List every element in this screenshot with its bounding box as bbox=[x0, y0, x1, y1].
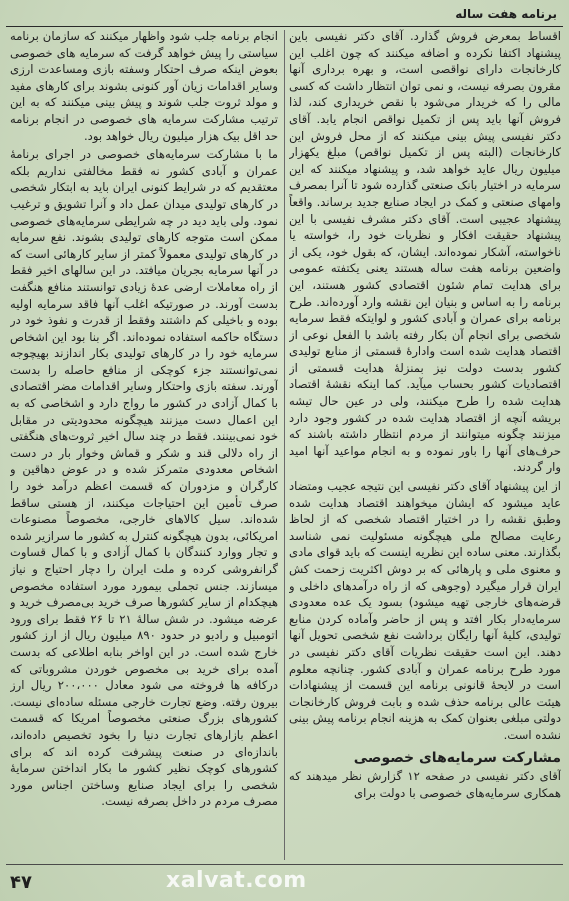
right-paragraph-1: اقساط بمعرض فروش گذارد. آقای دکتر نفیسی باین پیشنهاد اکتفا نکرده و اضافه میکنند که چون اغلب این کارخانجات دارای نواقصی است، و بهره برداری آنها مقرون بصرفه نیست، و نمی توان انتظار داشت که کسی مالی را که خریدار می‌شود با نقص خریداری کند، لذا فروش آنها باید پس از تکمیل نواقص انجام یابد. آقای دکتر نفیسی پیش بینی میکنند که از محل فروش این کارخانجات (البته پس از تکمیل نواقص) مبلغ یکهزار میلیون ریال عاید خواهد شد، و پیشنهاد میکنند که این سرمایه در اختیار بانک صنعتی گذارده شود تا آنرا بمصرف وامهای صنعتی و کمک در ایجاد صنایع جدید برساند. واقعاً پیشنهاد عجیبی است. آقای دکتر مشرف نفیسی با این پیشنهاد حقیقت افکار و نظریات خود را، خواسته یا ناخواسته، آشکار نموده‌اند. ایشان، که بقول خود، یکی از واضعین برنامه هفت ساله هستند یعنی یکتفته عمومی برای هدایت تمام شئون اقتصادی کشور هستند، این برنامه را به اساس و بنیان این نقشه وارد آورده‌اند. طرح برنامه برای عمران و آبادی کشور و لوایتکه فقط سرمایه شخصی برای انجام آن بکار رفته باشد با الفعل نوعی از اقتصاد هدایت شده است وادارهٔ قسمتی از منابع تولیدی کشور بدست دولت نیز بمنزلهٔ هدایت قسمتی از اقتصادیات کشور بحساب میآید. کما اینکه نقشهٔ اقتصاد هدایت شده را طرح میکنند، ولی در عین حال تیشه بریشه آنچه از اقتصاد هدایت شده در کشور وجود دارد میزنند چگونه میتوانند از مردم انتظار داشته باشند که حرف‌های آنها را باور نموده و به انجام مواعید آنها امید وار گردند. bbox=[289, 29, 561, 475]
right-paragraph-2: از این پیشنهاد آقای دکتر نفیسی این نتیجه عجیب ومتضاد عاید میشود که ایشان میخواهند اقتصاد هدایت شده وطبق نقشه را در اختیار اقتصاد شخصی که از لحاظ رعایت مصالح ملی هیچگونه مسئولیت نمی شناسد بگذارند. معنی ساده این نظریه اینست که باید قوای مادی و معنوی ملی و پارهائی که بر دوش اکثریت زحمت کش ایران قرار میگیرد (وجوهی که از راه درآمدهای داخلی و قرضه‌های خارجی تهیه میشود) بسود یک عده معدودی سرمایه‌دار بکار افتد و پس از حاضر وآماده کردن منابع تولیدی، کلیهٔ آنها رایگان برداشت نفع شخصی تحویل آنها دهند. این است حقیقت نظریات آقای دکتر نفیسی در مورد طرح برنامه عمران و آبادی کشور. چنانچه معلوم است در لایحهٔ قانونی برنامه این قسمت از پیشنهادات هیئت عالی برنامه حذف شده و بابت فروش کارخانجات دولتی مبلغی بعنوان کمک به هزینه انجام برنامه پیش بینی نشده است. bbox=[289, 479, 561, 742]
footer-rule bbox=[6, 864, 563, 865]
running-title: برنامه هفت ساله bbox=[455, 7, 557, 21]
watermark: xalvat.com bbox=[166, 868, 307, 893]
section-heading: مشارکت سرمایه‌های خصوصی bbox=[353, 749, 561, 766]
right-column bbox=[289, 28, 561, 860]
left-paragraph-2: ما با مشارکت سرمایه‌های خصوصی در اجرای برنامهٔ عمران و آبادی کشور نه فقط مخالفتی نداریم بلکه معتقدیم که در شرایط کنونی ایران باید به ابتکار شخصی در کارهای تولیدی میدان عمل داد و آنرا تشویق و ترغیب نمود. ولی باید دید در چه شرایطی سرمایه‌های خصوصی ممکن است متوجه کارهای تولیدی بشوند. نفع سرمایه در کارهای تولیدی معمولاً کمتر از سایر کارهائی است که در آنها سرمایه بجریان میافتد. در این سالهای اخیر فقط از راه معاملات ارضی عدهٔ زیادی توانستند منافع هنگفت بدست آورند. در صورتیکه اغلب آنها فاقد سرمایه اولیه بوده و باخیلی کم داشتند وفقط از قدرت و نفوذ خود در دستگاه حاکمه استفاده نموده‌اند. اگر بنا بود این اشخاص سرمایه خود را در کارهای تولیدی بکار اندازند بهیچوجه نمی‌توانستند جزء کوچکی از منافع حاصله را بدست آورند. سفته بازی واحتکار وسایر اقدامات مضر اقتصادی با کمال آزادی در کشور ما رواج دارد و اشخاصی که به این اعمال دست میزنند هیچگونه محدودیتی در مقابل خود نمی‌بینند. فقط در چند سال اخیر ثروت‌های هنگفتی از راه دلالی قند و شکر و قماش وخوار بار در دست اشخاص معدودی متمرکز شده و در عوض دهاقین و کارگران و مزدوران که قسمت اعظم درآمد خود را صرف تأمین این احتیاجات میکنند، از هستی ساقط شده‌اند. سیل کالاهای خارجی، مخصوصاً مصنوعات امریکائی، بدون هیچگونه کنترل به کشور ما سرازیر شده و تجار ووارد کنندگان با کمال آزادی و با کمال قساوت گرانفروشی کرده و ملت ایران را دچار احتیاج و نیاز میسازند. جنس تجملی بیمورد مورد استفاده مخصوص هیچکدام از سایر کشورها صرف خرید بی‌مصرف خرید و عرضه میشود. در شش سالهٔ ۲۱ تا ۲۶ فقط برای ورود اتومبیل و رادیو در حدود ۸۹۰ میلیون ریال از ارز کشور خارج شده است. در این اواخر بنابه اطلاعی که بدست آمده برای خرید بی مخصوص خوردن مشروباتی که درکافه ها فروخته می شود معادل ۲۰۰،۰۰۰ ریال ارز بیرون رفته. وضع تجارت خارجی مسئله ساده‌ای نیست. کشورهای بزرگ صنعتی مخصوصاً امریکا که قسمت اعظم بازارهای تجارت دنیا را بخود تخصیص داده‌اند، باندازه‌ای در صنعت پیشرفت کرده اند که برای کشورهای کوچک نظیر کشور ما بکار انداختن سرمایهٔ شخصی را برای ایجاد صنایع وساختن اجناس مورد مصرف مردم در داخل بصرفه نیست. bbox=[10, 147, 278, 809]
right-paragraph-3: آقای دکتر نفیسی در صفحه ۱۲ گزارش نظر میدهند که همکاری سرمایه‌های خصوصی با دولت برای bbox=[289, 769, 561, 800]
column-divider bbox=[284, 30, 285, 860]
left-paragraph-1: انجام برنامه جلب شود واظهار میکنند که سازمان برنامه سیاستی را پیش خواهد گرفت که سرمایه های خصوصی بعوض اینکه صرف احتکار وسفته بازی ومساعدت ارزی وسایر اقدامات زیان آور کنونی بشوند برای کارهای مفید و مولد ثروت جلب شوند و پیش بینی میکنند که به این ترتیب مشارکت سرمایه های خصوصی در انجام برنامه حد اقل بیک هزار میلیون ریال خواهد بود. bbox=[10, 29, 278, 143]
left-column bbox=[10, 28, 278, 860]
page-number: ۴۷ bbox=[10, 872, 32, 893]
page-header bbox=[6, 4, 563, 27]
